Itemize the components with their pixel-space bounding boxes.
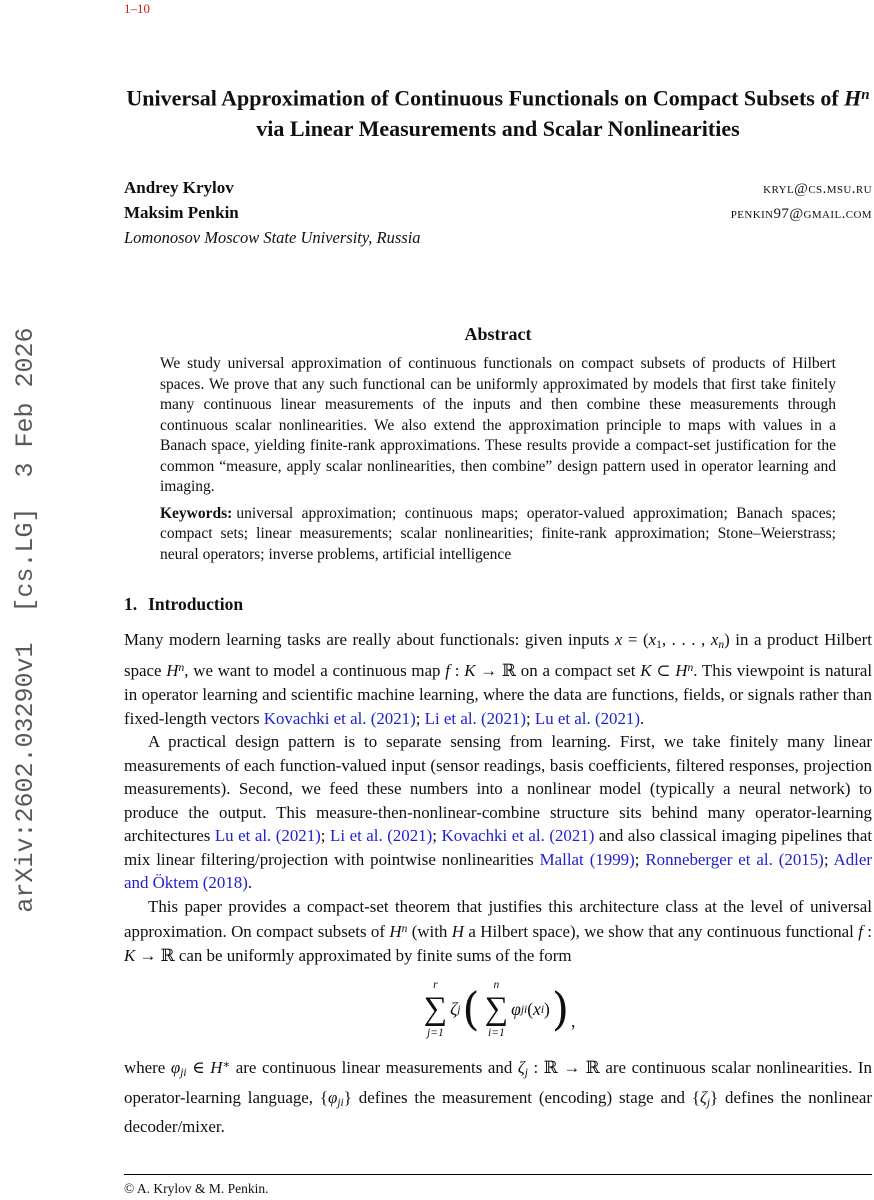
intro-paragraph-3	[124, 895, 872, 968]
outer-sum	[424, 979, 448, 1040]
abstract-text: We study universal approximation of continuous functionals on compact subsets of products of Hilbert spaces. We prove that any such functional can be uniformly approximated by models that first take finitely many continuous linear measurements of the inputs and then combine these measurements through continuous scalar nonlinearities. We also extend the approximation principle to maps with values in a Banach space, yielding finite-rank approximations. These results provide a compact-set justification for the common “measure, apply scalar nonlinearities, then combine” design pattern used in operator learning and imaging.	[160, 355, 836, 495]
intro-paragraph-4	[124, 1054, 872, 1138]
text-segment: H	[210, 1058, 223, 1078]
text-segment: ζ	[699, 1087, 707, 1107]
x-subscript: i	[540, 1003, 545, 1016]
author-block	[124, 178, 872, 248]
author-email: penkin97@gmail.com	[730, 206, 872, 222]
arg-open-paren: (	[527, 999, 534, 1020]
text-segment: H	[675, 661, 688, 681]
text-segment: = (	[622, 630, 649, 649]
text-segment: where	[124, 1058, 171, 1078]
footer	[124, 1174, 872, 1197]
intro-paragraph-1	[124, 628, 872, 730]
page-range: 1–10	[124, 1, 150, 16]
open-paren: (	[462, 983, 480, 1036]
text-segment: ;	[432, 826, 442, 846]
author-name: Andrey Krylov	[124, 178, 234, 197]
text-segment: x	[710, 630, 719, 649]
text-segment: via Linear Measurements and Scalar Nonlinearities	[256, 115, 740, 141]
text-segment: ji	[180, 1067, 187, 1080]
text-segment: and also classical imaging pipelines that mix linear filtering/projection with pointwise nonlinearities	[124, 826, 873, 869]
text-segment: ;	[634, 849, 646, 869]
paper-title	[124, 80, 872, 144]
text-segment: φ	[170, 1058, 181, 1078]
text-segment: ;	[320, 826, 331, 846]
text-segment: H	[166, 661, 179, 681]
text-segment: n	[718, 638, 725, 651]
text-segment: , . . . ,	[661, 630, 711, 649]
text-segment: 1	[656, 638, 662, 651]
text-segment: j	[706, 1096, 711, 1109]
text-segment: ⊂	[651, 661, 676, 681]
text-segment: } defines the measurement (encoding) stage and {	[343, 1087, 700, 1107]
text-segment: n	[178, 662, 185, 675]
text-segment: K	[124, 945, 136, 965]
text-segment: j	[524, 1067, 528, 1080]
text-segment: (with	[407, 922, 452, 942]
author-email: kryl@cs.msu.ru	[763, 181, 872, 197]
keywords-text: universal approximation; continuous maps; operator-valued approximation; Banach spaces; compact sets; linear measurements; scalar nonlinearities; finite-rank approximation; Stone–Weierstrass; neural operators; inverse problems, artificial intelligence	[160, 504, 836, 563]
text-segment: are continuous linear measurements and	[230, 1058, 518, 1078]
citation-link[interactable]: Kovachki et al. (2021)	[263, 708, 416, 728]
text-segment: } defines the nonlinear decoder/mixer.	[124, 1087, 873, 1137]
text-segment: a Hilbert space), we show that any continuous functional	[463, 922, 859, 942]
text-segment: ;	[525, 708, 535, 728]
text-segment: H	[389, 922, 402, 942]
affiliation: Lomonosov Moscow State University, Russia	[124, 228, 421, 247]
text-segment: x	[614, 630, 623, 649]
author-row	[124, 178, 872, 198]
text-segment: :	[862, 922, 872, 942]
section-heading	[124, 594, 872, 615]
phi-subscript: ji	[520, 1003, 528, 1016]
text-segment: φ	[328, 1087, 338, 1107]
zeta-subscript: j	[457, 1003, 461, 1016]
text-segment: A practical design pattern is to separate sensing from learning. First, we take finitely many linear measurements of each function-valued input (sensor readings, basis coefficients, filtered responses, projection measurements). Second, we feed these numbers into a nonlinear model (typically a neural network) to produce the output. This measure-then-nonlinear-combine structure sits behind many operator-learning architectures	[124, 732, 872, 846]
section-number: 1.	[124, 594, 138, 614]
citation-link[interactable]: Ronneberger et al. (2015)	[645, 849, 824, 869]
text-segment: f	[445, 661, 450, 681]
arg-close-paren: )	[544, 999, 550, 1020]
arxiv-stamp: arXiv:2602.03290v1 [cs.LG] 3 Feb 2026	[11, 327, 40, 913]
citation-link[interactable]: Mallat (1999)	[539, 849, 635, 869]
text-segment: ;	[823, 849, 834, 869]
text-segment: .	[247, 873, 253, 893]
abstract-section	[124, 324, 872, 565]
author-row	[124, 203, 872, 223]
trailing-comma: ,	[571, 1011, 576, 1032]
intro-paragraph-2	[124, 730, 872, 895]
citation-link[interactable]: Lu et al. (2021)	[214, 826, 321, 846]
abstract-heading: Abstract	[464, 324, 532, 344]
close-paren: )	[551, 983, 570, 1036]
text-segment: f	[858, 922, 863, 942]
text-segment: ;	[415, 708, 425, 728]
text-segment: H	[451, 922, 464, 942]
text-segment: → ℝ on a compact set	[475, 661, 641, 681]
copyright-line: © A. Krylov & M. Penkin.	[124, 1181, 269, 1196]
sigma-symbol: ∑	[484, 991, 509, 1028]
text-segment: K	[464, 661, 476, 681]
text-segment: ) in a product Hilbert space	[124, 630, 872, 681]
x-symbol: x	[533, 999, 541, 1020]
text-segment: .	[639, 708, 645, 728]
text-segment: ∈	[186, 1058, 211, 1078]
outer-sum-upper-limit: r	[433, 979, 438, 992]
text-segment: → ℝ can be uniformly approximated by finite sums of the form	[135, 945, 572, 965]
inner-sum	[485, 979, 509, 1040]
sigma-symbol: ∑	[423, 991, 448, 1028]
introduction-section	[124, 594, 872, 1139]
text-segment: x	[648, 630, 657, 649]
text-segment: n	[401, 923, 408, 936]
text-segment: Many modern learning tasks are really about functionals: given inputs	[124, 630, 615, 649]
zeta-symbol: ζ	[450, 999, 458, 1020]
text-segment: :	[450, 661, 465, 681]
inner-sum-lower-limit: i=1	[488, 1027, 505, 1040]
author-name: Maksim Penkin	[124, 203, 239, 222]
outer-sum-lower-limit: j=1	[427, 1027, 444, 1040]
section-title: Introduction	[148, 594, 244, 614]
citation-link[interactable]: Kovachki et al. (2021)	[441, 826, 595, 846]
citation-link[interactable]: Adler and Öktem (2018)	[124, 849, 872, 893]
citation-link[interactable]: Li et al. (2021)	[330, 826, 433, 846]
keywords-block	[160, 504, 836, 566]
text-segment: n	[861, 87, 870, 103]
text-segment: Universal Approximation of Continuous Functionals on Compact Subsets of	[126, 85, 845, 111]
text-segment: H	[844, 85, 862, 111]
text-segment: n	[687, 662, 694, 675]
text-segment: , we want to model a continuous map	[184, 661, 446, 681]
keywords-label: Keywords:	[160, 504, 233, 522]
text-segment: : ℝ → ℝ are continuous scalar nonlinearities. In operator-learning language, {	[124, 1058, 872, 1107]
display-equation	[124, 979, 872, 1040]
inner-sum-upper-limit: n	[493, 979, 500, 992]
text-segment: . This viewpoint is natural in operator learning and scientific machine learning, where the data are functions, fields, or signals rather than fixed-length vectors	[124, 661, 873, 728]
text-segment: ζ	[517, 1058, 525, 1078]
text-segment: ∗	[222, 1059, 231, 1072]
citation-link[interactable]: Li et al. (2021)	[424, 708, 526, 728]
citation-link[interactable]: Lu et al. (2021)	[534, 708, 640, 728]
text-segment: K	[640, 661, 652, 681]
text-segment: This paper provides a compact-set theorem that justifies this architecture class at the level of universal approximation. On compact subsets of	[124, 896, 872, 942]
text-segment: ji	[337, 1096, 344, 1109]
phi-symbol: φ	[511, 999, 521, 1020]
